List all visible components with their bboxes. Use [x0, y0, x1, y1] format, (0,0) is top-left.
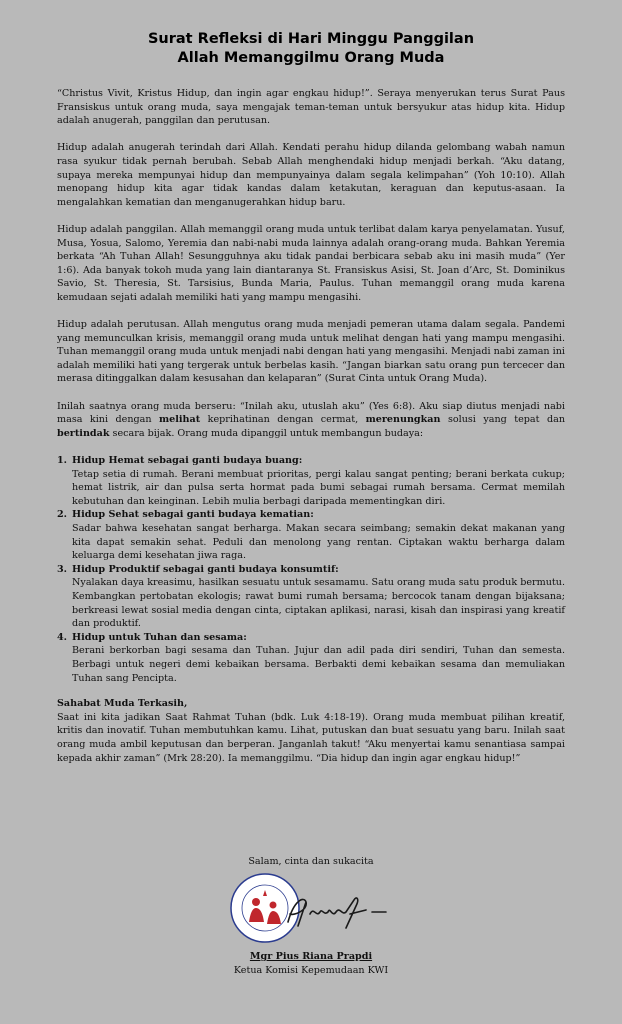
list-item-heading: Hidup Hemat sebagai ganti budaya buang:	[72, 455, 303, 467]
seruan-text-c: keprihatinan dengan cermat,	[200, 414, 366, 426]
seruan-text-e: secara bijak. Orang muda dipanggil untuk membangun budaya:	[109, 427, 424, 439]
list-item	[57, 508, 565, 562]
paragraph-closing	[57, 697, 565, 765]
list-item-heading: Hidup Sehat sebagai ganti budaya kematian:	[72, 509, 314, 521]
handwritten-signature-icon	[280, 892, 395, 930]
letter-body	[57, 87, 565, 779]
seruan-bold-melihat: melihat	[159, 414, 201, 426]
seruan-bold-merenungkan: merenungkan	[365, 414, 441, 426]
list-item-number: 2.	[57, 509, 68, 521]
list-item-number: 1.	[57, 455, 68, 467]
list-item-number: 4.	[57, 631, 68, 643]
seruan-text-a: Inilah saatnya orang muda berseru: “Inilah aku, utuslah aku” (Yes 6:8). Aku siap diutus menjadi nabi masa kini dengan	[57, 400, 565, 426]
list-item-text: Tetap setia di rumah. Berani membuat prioritas, pergi kalau sangat penting; berani berkata cukup; hemat listrik, air dan pulsa serta hormat pada bumi sebagai rumah bersama. Cermat memilah kebutuhan dan keinginan. Lebih mulia berbagi daripada mementingkan diri.	[72, 468, 565, 507]
seruan-bold-bertindak: bertindak	[57, 427, 110, 439]
list-item	[57, 631, 565, 685]
paragraph-seruan	[57, 400, 565, 441]
list-item	[57, 563, 565, 631]
list-item-heading: Hidup untuk Tuhan dan sesama:	[72, 631, 247, 643]
paragraph-anugerah: Hidup adalah anugerah terindah dari Allah. Kendati perahu hidup dilanda gelombang wabah namun rasa syukur tidak pernah berubah. Sebab Allah menghendaki hidup menjadi berkah. “Aku datang, supaya mereka mempunyai hidup dan mempunyainya dalam segala kelimpahan” (Yoh 10:10). Allah menopang hidup kita agar tidak kandas dalam ketakutan, keraguan dan keputus-asaan. Ia mengalahkan kematian dan menganugerahkan hidup baru.	[57, 142, 565, 208]
list-item-heading: Hidup Produktif sebagai ganti budaya konsumtif:	[72, 563, 339, 575]
list-item-text: Nyalakan daya kreasimu, hasilkan sesuatu untuk sesamamu. Satu orang muda satu produk bermutu. Kembangkan pertobatan ekologis; rawat bumi rumah bersama; bercocok tanam dengan bijaksana; berkreasi lewat sosial media dengan cinta, ciptakan aplikasi, narasi, kisah dan inspirasi yang kreatif dan produktif.	[72, 577, 565, 630]
letter-title	[0, 0, 622, 68]
signer-name: Mgr Pius Riana Prapdi	[249, 951, 373, 962]
signer-role: Ketua Komisi Kepemudaan KWI	[233, 965, 389, 976]
culture-list	[57, 454, 565, 685]
list-item-number: 3.	[57, 563, 68, 575]
paragraph-panggilan: Hidup adalah panggilan. Allah memanggil orang muda untuk terlibat dalam karya penyelamatan. Yusuf, Musa, Yosua, Salomo, Yeremia dan nabi-nabi muda lainnya adalah orang-orang muda. Bahkan Yeremia berkata “Ah Tuhan Allah! Sesungguhnya aku tidak pandai berbicara sebab aku ini masih muda” (Yer 1:6). Ada banyak tokoh muda yang lain diantaranya St. Fransiskus Asisi, St. Joan d’Arc, St. Dominikus Savio, St. Theresia, St. Tarsisius, Bunda Maria, Paulus. Tuhan memanggil orang muda karena kemudaan sejati adalah memiliki hati yang mampu mengasihi.	[57, 223, 565, 303]
paragraph-intro: “Christus Vivit, Kristus Hidup, dan ingin agar engkau hidup!”. Seraya menyerukan terus Surat Paus Fransiskus untuk orang muda, saya mengajak teman-teman untuk bersyukur atas hidup kita. Hidup adalah anugerah, panggilan dan perutusan.	[57, 88, 565, 127]
seruan-text-d: solusi yang tepat dan	[440, 414, 566, 426]
closing-heading: Sahabat Muda Terkasih,	[57, 698, 188, 710]
list-item-text: Sadar bahwa kesehatan sangat berharga. Makan secara seimbang; semakin dekat makanan yang kita dapat semakin sehat. Peduli dan menolong yang rentan. Ciptakan waktu berharga dalam keluarga demi kesehatan jiwa raga.	[72, 523, 565, 562]
greeting: Salam, cinta dan sukacita	[248, 856, 374, 867]
title-line-1: Surat Refleksi di Hari Minggu Panggilan	[147, 31, 475, 47]
list-item	[57, 454, 565, 508]
title-line-2: Allah Memanggilmu Orang Muda	[177, 50, 445, 66]
closing-text: Saat ini kita jadikan Saat Rahmat Tuhan (bdk. Luk 4:18-19). Orang muda membuat pilihan kreatif, kritis dan inovatif. Tuhan membutuhkan kamu. Lihat, putuskan dan buat sesuatu yang baru. Inilah saat orang muda ambil keputusan dan berperan. Janganlah takut! “Aku menyertai kamu senantiasa sampai kepada akhir zaman” (Mrk 28:20). Ia memanggilmu. “Dia hidup dan ingin agar engkau hidup!”	[57, 711, 565, 764]
list-item-text: Berani berkorban bagi sesama dan Tuhan. Jujur dan adil pada diri sendiri, Tuhan dan semesta. Berbagi untuk negeri demi kebaikan bersama. Berbakti demi kebaikan sesama dan memuliakan Tuhan sang Pencipta.	[72, 645, 565, 684]
paragraph-perutusan: Hidup adalah perutusan. Allah mengutus orang muda menjadi pemeran utama dalam segala. Pandemi yang memunculkan krisis, memanggil orang muda untuk melihat dengan hati yang mampu mengasihi. Tuhan memanggil orang muda untuk menjadi nabi dengan hati yang mengasihi. Menjadi nabi zaman ini adalah memiliki hati yang tergerak untuk berbelas kasih. “Jangan biarkan satu orang pun tercecer dan merasa ditinggalkan dalam kesusahan dan kelaparan” (Surat Cinta untuk Orang Muda).	[57, 319, 565, 385]
